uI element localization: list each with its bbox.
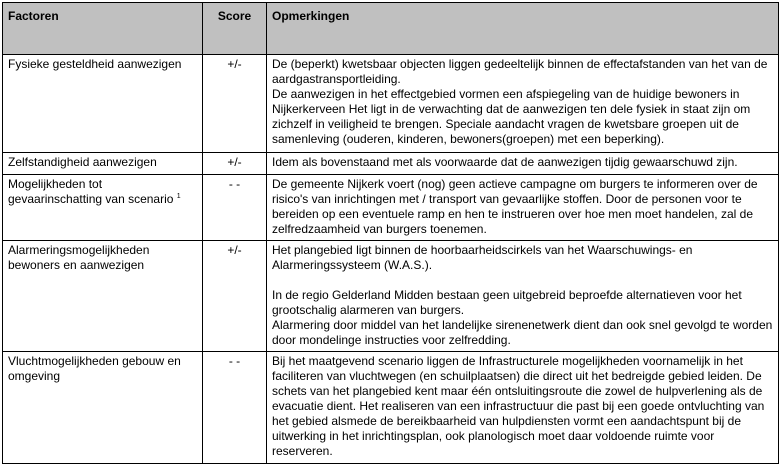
paragraph-spacer <box>272 273 773 288</box>
remarks-cell <box>267 55 779 153</box>
footnote-marker: 1 <box>176 193 181 200</box>
score-cell: +/- <box>203 153 267 175</box>
factor-text: Mogelijkheden tot gevaarinschatting van scenario <box>8 177 174 206</box>
score-cell: - - <box>203 175 267 241</box>
table-row <box>3 352 779 464</box>
score-cell: - - <box>203 352 267 464</box>
table-row <box>3 175 779 241</box>
remark-paragraph: Bij het maatgevend scenario liggen de Infrastructurele mogelijkheden voornamelijk in het faciliteren van vluchtwegen (en schuilplaatsen) die direct uit het bedreigde gebied leiden. De schets van het plangebied kent maar één ontsluitingsroute die zowel de hulpverlening als de evacuatie dient. Het realiseren van een infrastructuur die past bij een goede ontvluchting van het gebied alsmede de bereikbaarheid van hulpdiensten vormt een aandachtspunt bij de uitwerking in het inrichtingsplan, ook planologisch moet daar voldoende ruimte voor reserveren. <box>272 354 765 458</box>
header-factoren: Factoren <box>3 3 203 55</box>
header-opmerkingen: Opmerkingen <box>267 3 779 55</box>
score-cell: +/- <box>203 55 267 153</box>
remarks-cell <box>267 352 779 464</box>
table-header-row <box>3 3 779 55</box>
factor-cell: Alarmeringsmogelijkheden bewoners en aanwezigen <box>3 241 203 352</box>
remark-paragraph: Idem als bovenstaand met als voorwaarde dat de aanwezigen tijdig gewaarschuwd zijn. <box>272 155 738 169</box>
score-cell: +/- <box>203 241 267 352</box>
remarks-cell <box>267 175 779 241</box>
remark-paragraph: De gemeente Nijkerk voert (nog) geen actieve campagne om burgers te informeren over de risico's van inrichtingen met / transport van gevaarlijke stoffen. Door de personen voor te bereiden op een eventuele ramp en hen te instrueren over hoe men moet handelen, zal de zelfredzaamheid van burgers toenemen. <box>272 177 758 236</box>
factor-cell: Zelfstandigheid aanwezigen <box>3 153 203 175</box>
factors-table <box>2 2 779 464</box>
table-row <box>3 241 779 352</box>
remark-paragraph: Het plangebied ligt binnen de hoorbaarheidscirkels van het Waarschuwings- en Alarmeringssysteem (W.A.S.). <box>272 243 693 272</box>
header-score: Score <box>203 3 267 55</box>
remark-paragraph: Alarmering door middel van het landelijke sirenenetwerk dient dan ook snel gevolgd te worden door mondelinge instructies voor zelfredding. <box>272 318 773 347</box>
factor-cell: Fysieke gesteldheid aanwezigen <box>3 55 203 153</box>
factor-cell <box>3 175 203 241</box>
remark-paragraph: In de regio Gelderland Midden bestaan geen uitgebreid beproefde alternatieven voor het grootschalig alarmeren van burgers. <box>272 288 742 317</box>
remarks-cell <box>267 241 779 352</box>
remark-paragraph: De (beperkt) kwetsbaar objecten liggen gedeeltelijk binnen de effectafstanden van het van de aardgastransportleiding. <box>272 57 768 86</box>
remarks-cell <box>267 153 779 175</box>
table-row <box>3 55 779 153</box>
remark-paragraph: De aanwezigen in het effectgebied vormen een afspiegeling van de huidige bewoners in Nijkerkerveen Het ligt in de verwachting dat de aanwezigen ten dele fysiek in staat zijn om zichzelf in veiligheid te brengen. Speciale aandacht vragen de kwetsbare groepen uit de samenleving (ouderen, kinderen, bewoners(groepen) met een beperking). <box>272 87 751 146</box>
table-row <box>3 153 779 175</box>
factor-cell: Vluchtmogelijkheden gebouw en omgeving <box>3 352 203 464</box>
